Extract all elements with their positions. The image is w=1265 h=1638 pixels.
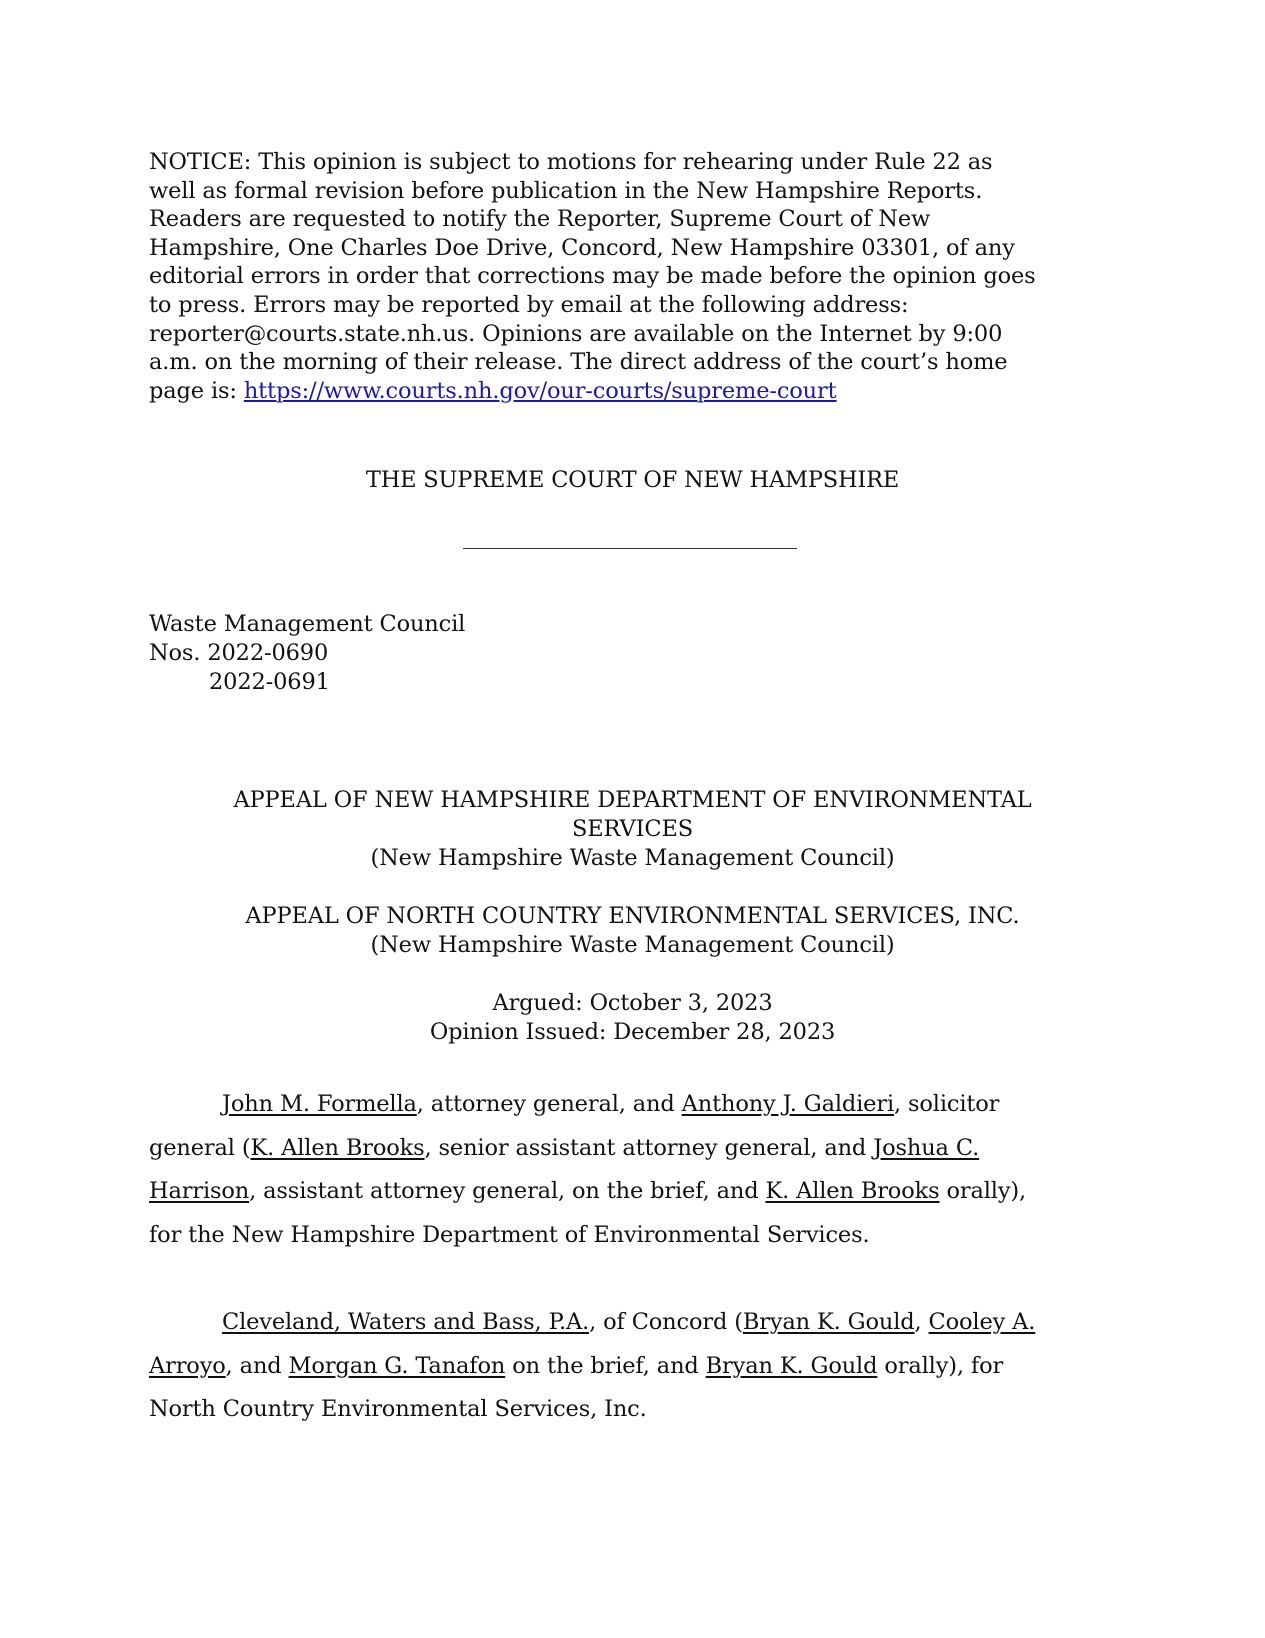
counsel-name: Harrison <box>149 1178 250 1204</box>
counsel-text: , and <box>225 1352 289 1379</box>
notice-line: well as formal revision before publication in the New Hampshire Reports. <box>149 177 983 204</box>
counsel-line <box>149 1127 1109 1171</box>
counsel-text: , assistant attorney general, on the brief, and <box>249 1178 766 1204</box>
counsel-name: Morgan G. Tanafon <box>288 1352 506 1379</box>
notice-line: Hampshire, One Charles Doe Drive, Concord, New Hampshire 03301, of any <box>149 234 1015 261</box>
case-dates <box>0 989 1265 1047</box>
counsel-line <box>149 1388 1109 1432</box>
counsel-text: orally), for <box>877 1352 1004 1379</box>
counsel-north-country <box>149 1301 1109 1432</box>
counsel-line <box>149 1214 1109 1258</box>
counsel-name: John M. Formella <box>222 1091 417 1117</box>
caption-title-cont: SERVICES <box>572 816 693 842</box>
court-title: THE SUPREME COURT OF NEW HAMPSHIRE <box>365 467 900 493</box>
counsel-line <box>149 1083 1109 1127</box>
notice-line: NOTICE: This opinion is subject to motions for rehearing under Rule 22 as <box>149 149 993 175</box>
counsel-text: on the brief, and <box>505 1352 706 1379</box>
counsel-text: orally), <box>939 1178 1027 1204</box>
court-home-page-link[interactable]: https://www.courts.nh.gov/our-courts/supreme-court <box>243 377 837 404</box>
issued-date: Opinion Issued: December 28, 2023 <box>429 1019 836 1045</box>
counsel-line <box>149 1301 1109 1345</box>
counsel-name: K. Allen Brooks <box>765 1178 940 1204</box>
caption-title: APPEAL OF NORTH COUNTRY ENVIRONMENTAL SERVICES, INC. <box>245 903 1020 929</box>
docket-number: Nos. 2022-0690 <box>149 640 329 666</box>
docket-number-second: 2022-0691 <box>209 669 330 695</box>
counsel-name: Anthony J. Galdieri <box>681 1091 894 1117</box>
counsel-text: for the New Hampshire Department of Environmental Services. <box>149 1221 870 1248</box>
counsel-name: K. Allen Brooks <box>250 1134 425 1161</box>
case-caption-des <box>0 786 1265 873</box>
caption-title: APPEAL OF NEW HAMPSHIRE DEPARTMENT OF ENVIRONMENTAL <box>233 787 1032 813</box>
counsel-line <box>149 1345 1109 1389</box>
counsel-text: , senior assistant attorney general, and <box>424 1134 874 1161</box>
caption-tribunal: (New Hampshire Waste Management Council) <box>370 932 895 958</box>
counsel-line <box>149 1170 1109 1214</box>
counsel-text: , <box>914 1309 929 1335</box>
caption-tribunal: (New Hampshire Waste Management Council) <box>370 845 895 871</box>
counsel-name: Cooley A. <box>928 1309 1036 1335</box>
counsel-text: , attorney general, and <box>416 1091 682 1117</box>
publication-notice <box>149 148 1109 405</box>
notice-link-prefix: page is: <box>149 377 244 404</box>
notice-line: a.m. on the morning of their release. The direct address of the court’s home <box>149 349 1008 376</box>
counsel-name: Arroyo <box>149 1352 226 1379</box>
counsel-text: , solicitor <box>894 1091 1000 1117</box>
counsel-text: North Country Environmental Services, Inc. <box>149 1396 647 1422</box>
notice-line: Readers are requested to notify the Reporter, Supreme Court of New <box>149 206 931 233</box>
counsel-name: Bryan K. Gould <box>705 1352 878 1379</box>
case-caption-north-country <box>0 902 1265 960</box>
tribunal-name: Waste Management Council <box>149 611 466 637</box>
counsel-name: Joshua C. <box>873 1134 980 1161</box>
notice-line: reporter@courts.state.nh.us. Opinions are available on the Internet by 9:00 <box>149 320 1003 347</box>
notice-line: to press. Errors may be reported by email at the following address: <box>149 291 909 318</box>
argued-date: Argued: October 3, 2023 <box>492 990 773 1016</box>
separator-rule <box>463 548 797 549</box>
counsel-des <box>149 1083 1109 1257</box>
notice-line-last <box>149 377 1109 406</box>
counsel-name: Cleveland, Waters and Bass, P.A. <box>222 1309 590 1335</box>
counsel-text: , of Concord ( <box>589 1309 743 1335</box>
notice-line: editorial errors in order that corrections may be made before the opinion goes <box>149 263 1036 290</box>
counsel-text: general ( <box>149 1134 251 1161</box>
case-info <box>149 610 465 697</box>
counsel-name: Bryan K. Gould <box>742 1309 915 1335</box>
